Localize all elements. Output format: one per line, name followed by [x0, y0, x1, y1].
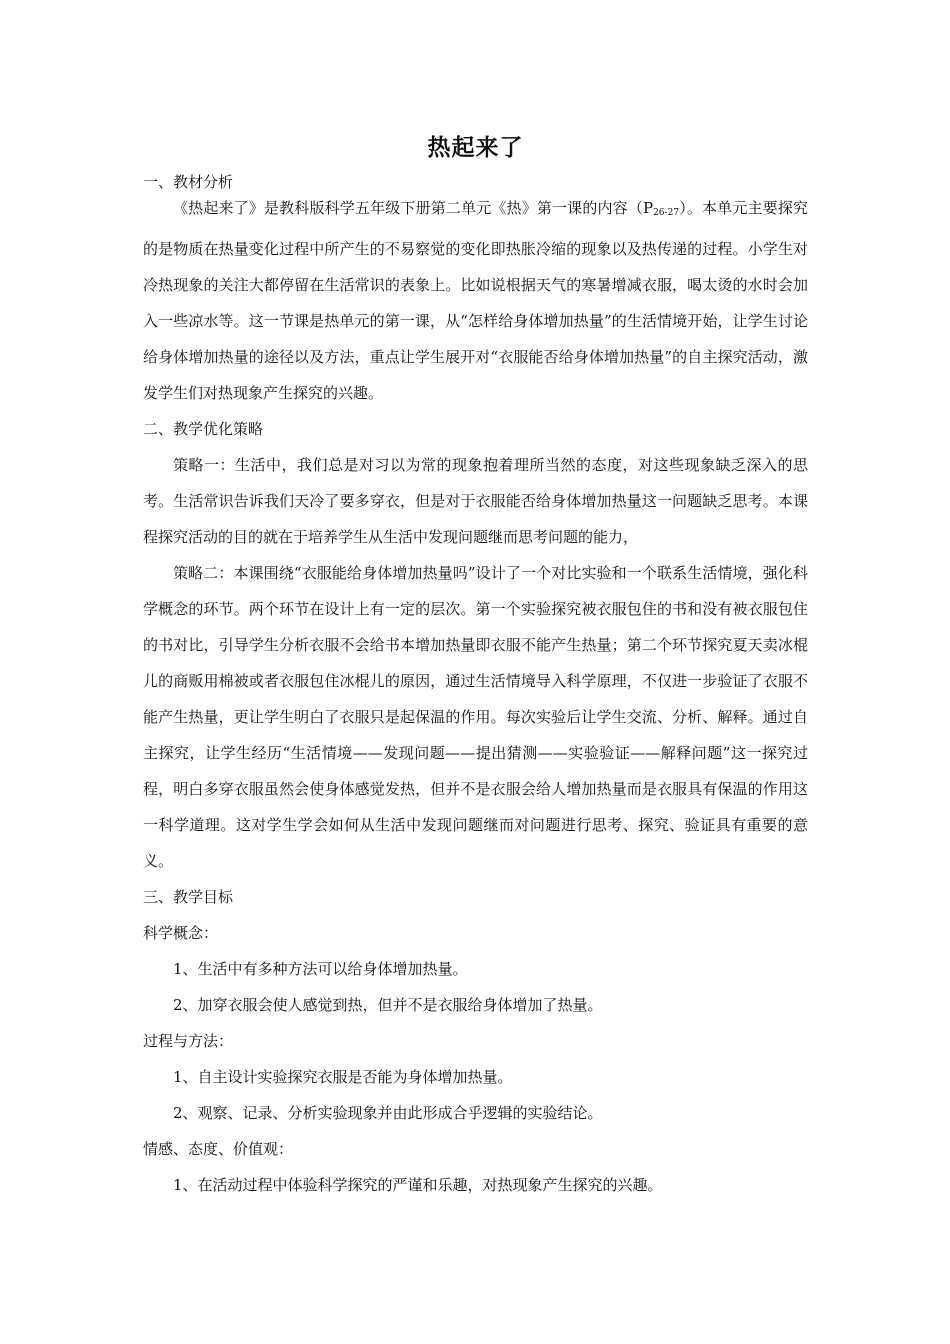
- objective-label-attitude-values: 情感、态度、价值观：: [143, 1140, 294, 1158]
- paragraph-text-start: 《热起来了》是教科版科学五年级下册第二单元《热》第一课的内容（P: [173, 199, 654, 217]
- objective-item: 1、在活动过程中体验科学探究的严谨和乐趣，对热现象产生探究的兴趣。: [173, 1176, 663, 1194]
- section-heading-teaching-strategy: 二、教学优化策略: [143, 420, 264, 438]
- objective-label-process-methods: 过程与方法：: [143, 1032, 234, 1050]
- objective-item: 2、观察、记录、分析实验现象并由此形成合乎逻辑的实验结论。: [173, 1104, 603, 1122]
- document-title: 热起来了: [427, 135, 524, 161]
- textbook-analysis-paragraph: [143, 190, 808, 411]
- page-reference-subscript: 26-27: [653, 208, 680, 218]
- objective-item: 1、生活中有多种方法可以给身体增加热量。: [173, 960, 468, 978]
- section-heading-teaching-objectives: 三、教学目标: [143, 888, 234, 906]
- objective-item: 2、加穿衣服会使人感觉到热，但并不是衣服给身体增加了热量。: [173, 996, 603, 1014]
- objective-label-science-concepts: 科学概念：: [143, 924, 219, 942]
- strategy-two-paragraph: 策略二：本课围绕“衣服能给身体增加热量吗”设计了一个对比实验和一个联系生活情境，强化科学概念的环节。两个环节在设计上有一定的层次。第一个实验探究被衣服包住的书和没有被衣服包住的书对比，引导学生分析衣服不会给书本增加热量即衣服不能产生热量；第二个环节探究夏天卖冰棍儿的商贩用棉被或者衣服包住冰棍儿的原因，通过生活情境导入科学原理，不仅进一步验证了衣服不能产生热量，更让学生明白了衣服只是起保温的作用。每次实验后让学生交流、分析、解释。通过自主探究，让学生经历“生活情境——发现问题——提出猜测——实验验证——解释问题”这一探究过程，明白多穿衣服虽然会使身体感觉发热，但并不是衣服会给人增加热量而是衣服具有保温的作用这一科学道理。这对学生学会如何从生活中发现问题继而对问题进行思考、探究、验证具有重要的意义。: [143, 564, 808, 870]
- section-heading-textbook-analysis: 一、教材分析: [143, 173, 234, 191]
- objective-item: 1、自主设计实验探究衣服是否能为身体增加热量。: [173, 1068, 513, 1086]
- strategy-one-paragraph: 策略一：生活中，我们总是对习以为常的现象抱着理所当然的态度，对这些现象缺乏深入的思考。生活常识告诉我们天冷了要多穿衣，但是对于衣服能否给身体增加热量这一问题缺乏思考。本课程探究活动的目的就在于培养学生从生活中发现问题继而思考问题的能力，: [143, 456, 808, 546]
- document-page: [143, 128, 808, 1203]
- paragraph-text-end: ）。本单元主要探究的是物质在热量变化过程中所产生的不易察觉的变化即热胀冷缩的现象以及热传递的过程。小学生对冷热现象的关注大都停留在生活常识的表象上。比如说根据天气的寒暑增减衣服，喝太烫的水时会加入一些凉水等。这一节课是热单元的第一课，从“怎样给身体增加热量”的生活情境开始，让学生讨论给身体增加热量的途径以及方法，重点让学生展开对“衣服能否给身体增加热量”的自主探究活动，激发学生们对热现象产生探究的兴趣。: [143, 199, 808, 402]
